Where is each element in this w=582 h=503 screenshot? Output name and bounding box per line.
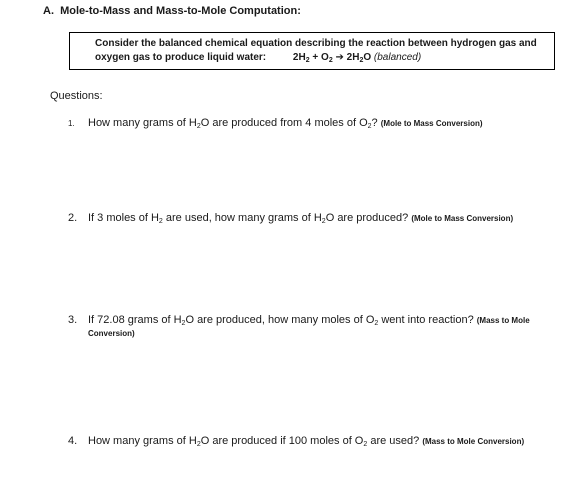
question-3: 3. If 72.08 grams of $H_2O$ are produced, how many moles of $O_2$ went into reaction? (Mass to Mole Conversion) xyxy=(68,314,538,340)
questions-label: Questions: xyxy=(50,90,103,102)
balanced-note: (balanced) xyxy=(371,52,422,63)
question-number: 2. xyxy=(68,212,78,224)
conversion-tag-continued: Conversion) xyxy=(88,329,135,338)
question-2: 2. If 3 moles of $H_2$ are used, how many grams of $H_2O$ are produced? (Mole to Mass Conversion) xyxy=(68,212,514,225)
conversion-tag: (Mass to Mole xyxy=(476,316,530,325)
question-4: 4. How many grams of $H_2O$ are produced if 100 moles of $O_2$ are used? (Mass to Mole Conversion) xyxy=(68,435,525,448)
equation-box xyxy=(69,32,555,70)
question-number: 4. xyxy=(68,435,78,447)
conversion-tag: (Mole to Mass Conversion) xyxy=(380,119,483,128)
conversion-tag: (Mole to Mass Conversion) xyxy=(411,214,514,223)
conversion-tag: (Mass to Mole Conversion) xyxy=(422,437,525,446)
question-number: 3. xyxy=(68,314,78,326)
box-line2-text: oxygen gas to produce liquid water: xyxy=(95,52,267,63)
section-heading: A. Mole-to-Mass and Mass-to-Mole Computation: xyxy=(43,5,301,17)
chemical-equation: $2H_2 + O_2$ ➔ $2H_2O$ (balanced) xyxy=(292,52,422,64)
box-text-line2 xyxy=(95,52,421,63)
arrow-icon: ➔ xyxy=(332,52,347,63)
box-text-line1: Consider the balanced chemical equation describing the reaction between hydrogen gas and xyxy=(95,38,537,49)
question-1: 1. How many grams of $H_2O$ are produced from 4 moles of $O_2$? (Mole to Mass Conversion) xyxy=(68,117,483,130)
question-number: 1. xyxy=(68,119,75,128)
